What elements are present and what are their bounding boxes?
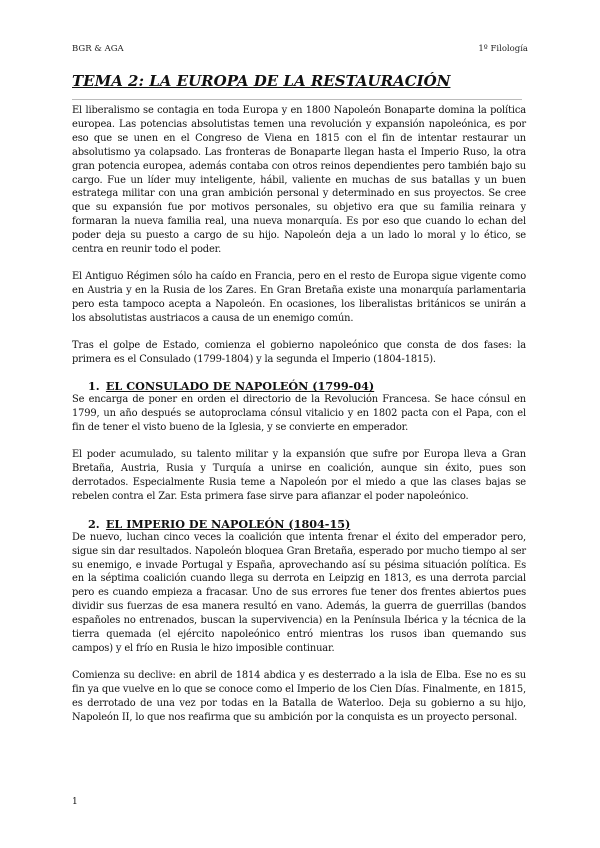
intro-paragraph-1: El liberalismo se contagia en toda Europa y en 1800 Napoleón Bonaparte domina la política europea. Las potencias absolutistas temen una revolución y expansión napoleónica, es por eso que se unen en el Congreso de Viena en 1815 con el fin de intentar restaurar un absolutismo ya colapsado. Las fronteras de Bonaparte llegan hasta el Imperio Ruso, la otra gran potencia europea, además contaba con otros reinos dependientes pero también bajo su cargo. Fue un líder muy inteligente, hábil, valiente en muchas de sus batallas y un buen estratega militar con una gran ambición personal y determinado en sus proyectos. Se cree que su expansión fue por motivos personales, su objetivo era que su familia reinara y formaran la nueva familia real, una nueva monarquía. Es por eso que cuando lo echan del poder deja su puesto a cargo de su hijo. Napoleón deja a un lado lo moral y lo ético, se centra en reunir todo el poder. (72, 105, 526, 256)
imperio-paragraph-1: De nuevo, luchan cinco veces la coalición que intenta frenar el éxito del emperador pero, sigue sin dar resultados. Napoleón bloquea Gran Bretaña, esperado por mucho tiempo al ser su enemigo, e invade Portugal y España, aprovechando así su pésima situación política. Es en la séptima coalición cuando llega su derrota en Leipzig en 1813, es una derrota parcial pero es cuando empieza a fracasar. Uno de sus errores fue tener dos frentes abiertos pues dividir sus fuerzas de esa manera resultó en vano. Además, la guerra de guerrillas (bandos españoles no entrenados, buscan la supervivencia) en la Península Ibérica y la técnica de la tierra quemada (el ejército napoleónico entró mientras los rusos iban quemando sus campos) y el frío en Rusia le hizo imposible continuar. (72, 531, 526, 654)
section-heading-consulado (88, 379, 526, 393)
section-number: 1. (88, 379, 100, 394)
section-number: 2. (88, 516, 100, 531)
section-heading-imperio (88, 517, 526, 531)
consulado-paragraph-2: El poder acumulado, su talento militar y la expansión que sufre por Europa lleva a Gran Bretaña, Austria, Rusia y Turquía a unirse en coalición, aunque sin éxito, pues son derrotados. Especialmente Rusia teme a Napoleón por el miedo a que las clases bajas se rebelen contra el Zar. Esta primera fase sirve para afianzar el poder napoleónico. (72, 449, 526, 502)
document-body (72, 104, 526, 725)
intro-paragraph-2: El Antiguo Régimen sólo ha caído en Francia, pero en el resto de Europa sigue vigente como en Austria y en la Rusia de los Zares. En Gran Bretaña existe una monarquía parlamentaria pero esta tampoco acepta a Napoleón. En ocasiones, los liberalistas británicos se unirán a los absolutistas austriacos a causa de un enemigo común. (72, 270, 526, 324)
header-right: 1º Filología (478, 44, 528, 54)
page-number: 1 (72, 797, 78, 807)
header-left: BGR & AGA (72, 44, 124, 54)
title-divider (72, 99, 522, 100)
document-title: TEMA 2: LA EUROPA DE LA RESTAURACIÓN (72, 72, 451, 90)
consulado-paragraph-1: Se encarga de poner en orden el directorio de la Revolución Francesa. Se hace cónsul en 1799, un año después se autoproclama cónsul vitalicio y en 1802 pacta con el Papa, con el fin de tener el visto bueno de la Iglesia, y se convierte en emperador. (72, 394, 526, 434)
section-title: EL CONSULADO DE NAPOLEÓN (1799-04) (105, 379, 375, 394)
intro-paragraph-3: Tras el golpe de Estado, comienza el gobierno napoleónico que consta de dos fases: la primera es el Consulado (1799-1804) y la segunda el Imperio (1804-1815). (72, 339, 526, 365)
section-title: EL IMPERIO DE NAPOLEÓN (1804-15) (105, 516, 351, 531)
imperio-paragraph-2: Comienza su declive: en abril de 1814 abdica y es desterrado a la isla de Elba. Ese no es su fin ya que vuelve en lo que se conoce como el Imperio de los Cien Días. Finalmente, en 1815, es derrotado de una vez por todas en la Batalla de Waterloo. Deja su gobierno a su hijo, Napoleón II, lo que nos reafirma que su ambición por la conquista es un proyecto personal. (72, 669, 527, 723)
